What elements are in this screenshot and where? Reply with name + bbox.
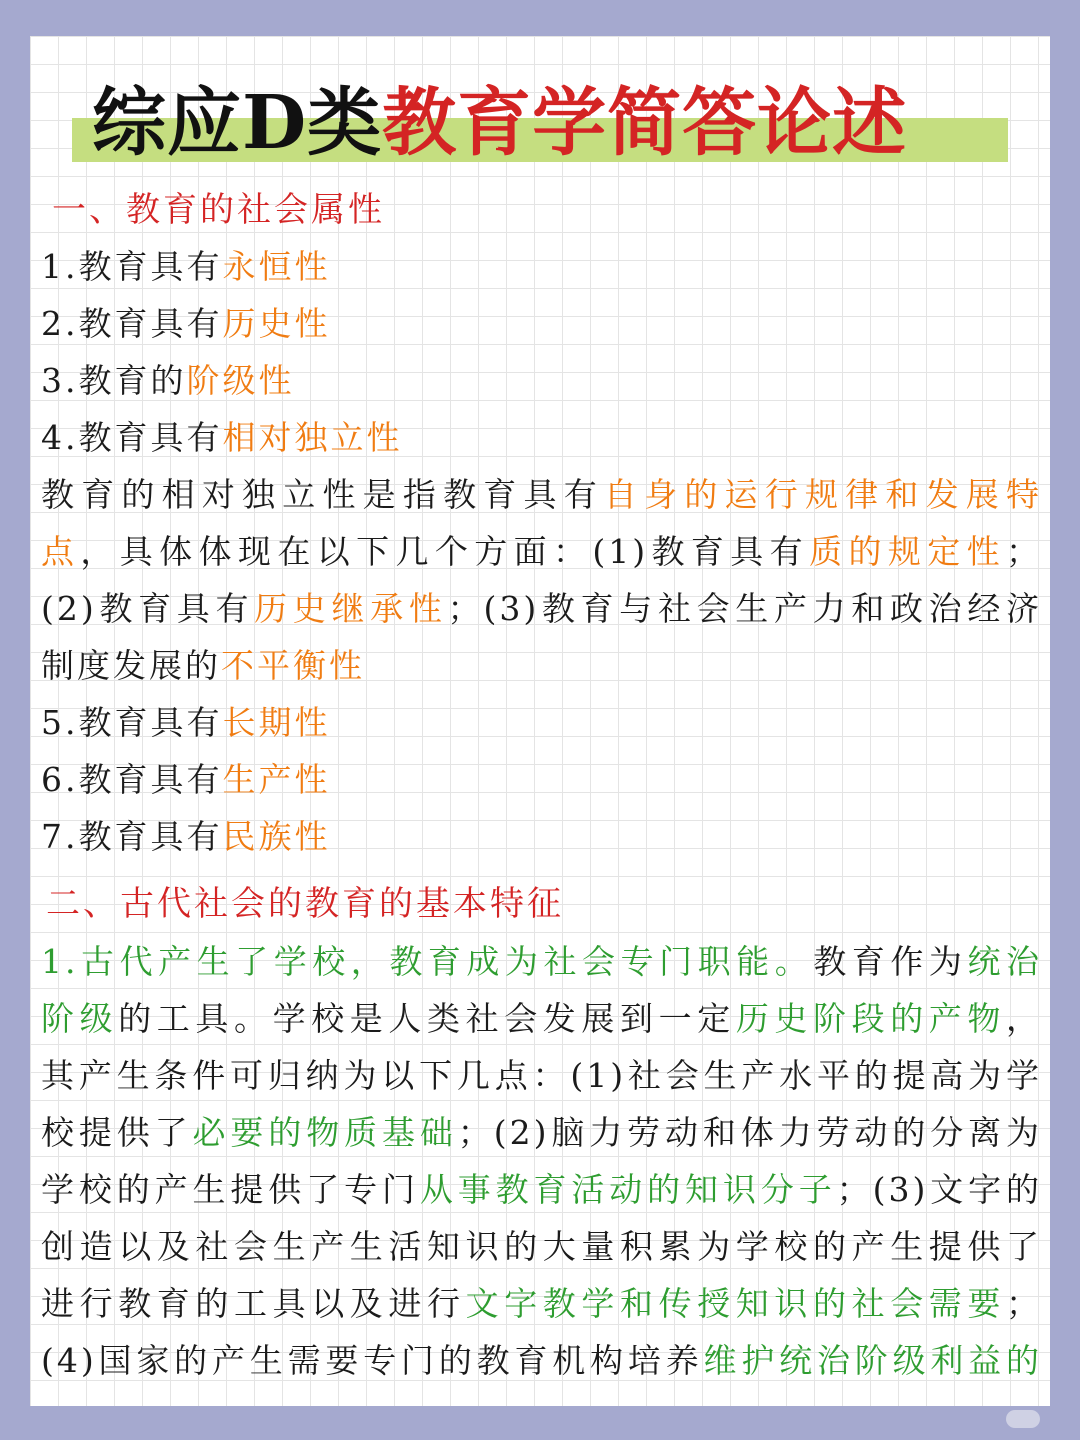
item-text: 1.教育具有 — [41, 247, 223, 286]
paragraph-line — [41, 1219, 1042, 1275]
list-item — [41, 353, 1042, 409]
paragraph-line — [41, 1162, 1042, 1218]
para-highlight: 统治 — [967, 942, 1043, 981]
paragraph-line — [41, 991, 1042, 1047]
para-text: 进行教育的工具以及进行 — [41, 1284, 466, 1323]
item-text: 2.教育具有 — [41, 304, 223, 343]
para-text: ，具体体现在以下几个方面：(1)教育具有 — [80, 532, 810, 571]
list-item — [41, 410, 1042, 466]
paragraph-line — [41, 1333, 1042, 1389]
item-text: 4.教育具有 — [41, 418, 223, 457]
para-text: 教育作为 — [813, 942, 968, 981]
item-highlight: 阶级性 — [186, 361, 295, 400]
para-highlight: 从事教育活动的知识分子 — [419, 1170, 837, 1209]
para-highlight: 历史阶段的产物 — [735, 999, 1007, 1038]
para-text: 制度发展的 — [41, 646, 221, 685]
para-highlight: 文字教学和传授知识的社会需要 — [465, 1284, 1007, 1323]
para-highlight: 维护统治阶级利益的 — [703, 1341, 1042, 1380]
para-highlight: 阶级 — [41, 999, 119, 1038]
item-text: 5.教育具有 — [41, 703, 223, 742]
section1-heading: 一、教育的社会属性 — [52, 190, 385, 230]
para-text: ；(2)脑力劳动和体力劳动的分离为 — [457, 1113, 1043, 1152]
paragraph-line — [41, 934, 1042, 990]
paragraph-line — [41, 1276, 1042, 1332]
para-highlight: 点 — [41, 532, 81, 571]
item-text: 3.教育的 — [41, 361, 187, 400]
para-highlight: 不平衡性 — [221, 646, 365, 685]
item-highlight: 民族性 — [222, 817, 331, 856]
watermark-badge — [1006, 1410, 1040, 1428]
title-black-part: 综应D类 — [92, 80, 383, 166]
para-highlight: 历史继承性 — [254, 589, 448, 628]
para-text: ； — [1006, 532, 1043, 571]
para-text: ；(3)文字的 — [836, 1170, 1043, 1209]
item-text: 6.教育具有 — [41, 760, 223, 799]
title-text — [92, 78, 907, 168]
para-text: 的工具。学校是人类社会发展到一定 — [118, 999, 736, 1038]
para-text: (2)教育具有 — [41, 589, 255, 628]
para-text: ； — [1006, 1284, 1043, 1323]
paragraph-line — [41, 638, 1042, 694]
section2-heading: 二、古代社会的教育的基本特征 — [46, 884, 564, 924]
para-text: 其产生条件可归纳为以下几点：(1)社会生产水平的提高为学 — [41, 1056, 1042, 1095]
paragraph-line — [41, 467, 1042, 523]
item-highlight: 长期性 — [222, 703, 331, 742]
list-item — [41, 239, 1042, 295]
para-text: 教育的相对独立性是指教育具有 — [41, 475, 604, 514]
list-item — [41, 809, 1042, 865]
para-text: ；(3)教育与社会生产力和政治经济 — [447, 589, 1043, 628]
page-title — [30, 78, 1050, 168]
list-item — [41, 296, 1042, 352]
para-text: ， — [1006, 999, 1043, 1038]
note-paper — [30, 36, 1050, 1406]
paragraph-line — [41, 1048, 1042, 1104]
item-highlight: 永恒性 — [222, 247, 331, 286]
para-highlight: 1.古代产生了学校，教育成为社会专门职能。 — [41, 942, 814, 981]
para-highlight: 必要的物质基础 — [192, 1113, 458, 1152]
item-highlight: 历史性 — [222, 304, 331, 343]
item-highlight: 生产性 — [222, 760, 331, 799]
list-item — [41, 695, 1042, 751]
para-text: 创造以及社会生产生活知识的大量积累为学校的产生提供了 — [41, 1227, 1042, 1266]
list-item — [41, 752, 1042, 808]
para-text: 校提供了 — [41, 1113, 193, 1152]
title-red-part: 教育学简答论述 — [382, 80, 908, 166]
paragraph-line — [41, 581, 1042, 637]
paragraph-line — [41, 524, 1042, 580]
para-text: 学校的产生提供了专门 — [41, 1170, 420, 1209]
item-text: 7.教育具有 — [41, 817, 223, 856]
item-highlight: 相对独立性 — [222, 418, 403, 457]
para-highlight: 自身的运行规律和发展特 — [603, 475, 1043, 514]
para-highlight: 质的规定性 — [809, 532, 1007, 571]
paragraph-line — [41, 1105, 1042, 1161]
para-text: (4)国家的产生需要专门的教育机构培养 — [41, 1341, 704, 1380]
